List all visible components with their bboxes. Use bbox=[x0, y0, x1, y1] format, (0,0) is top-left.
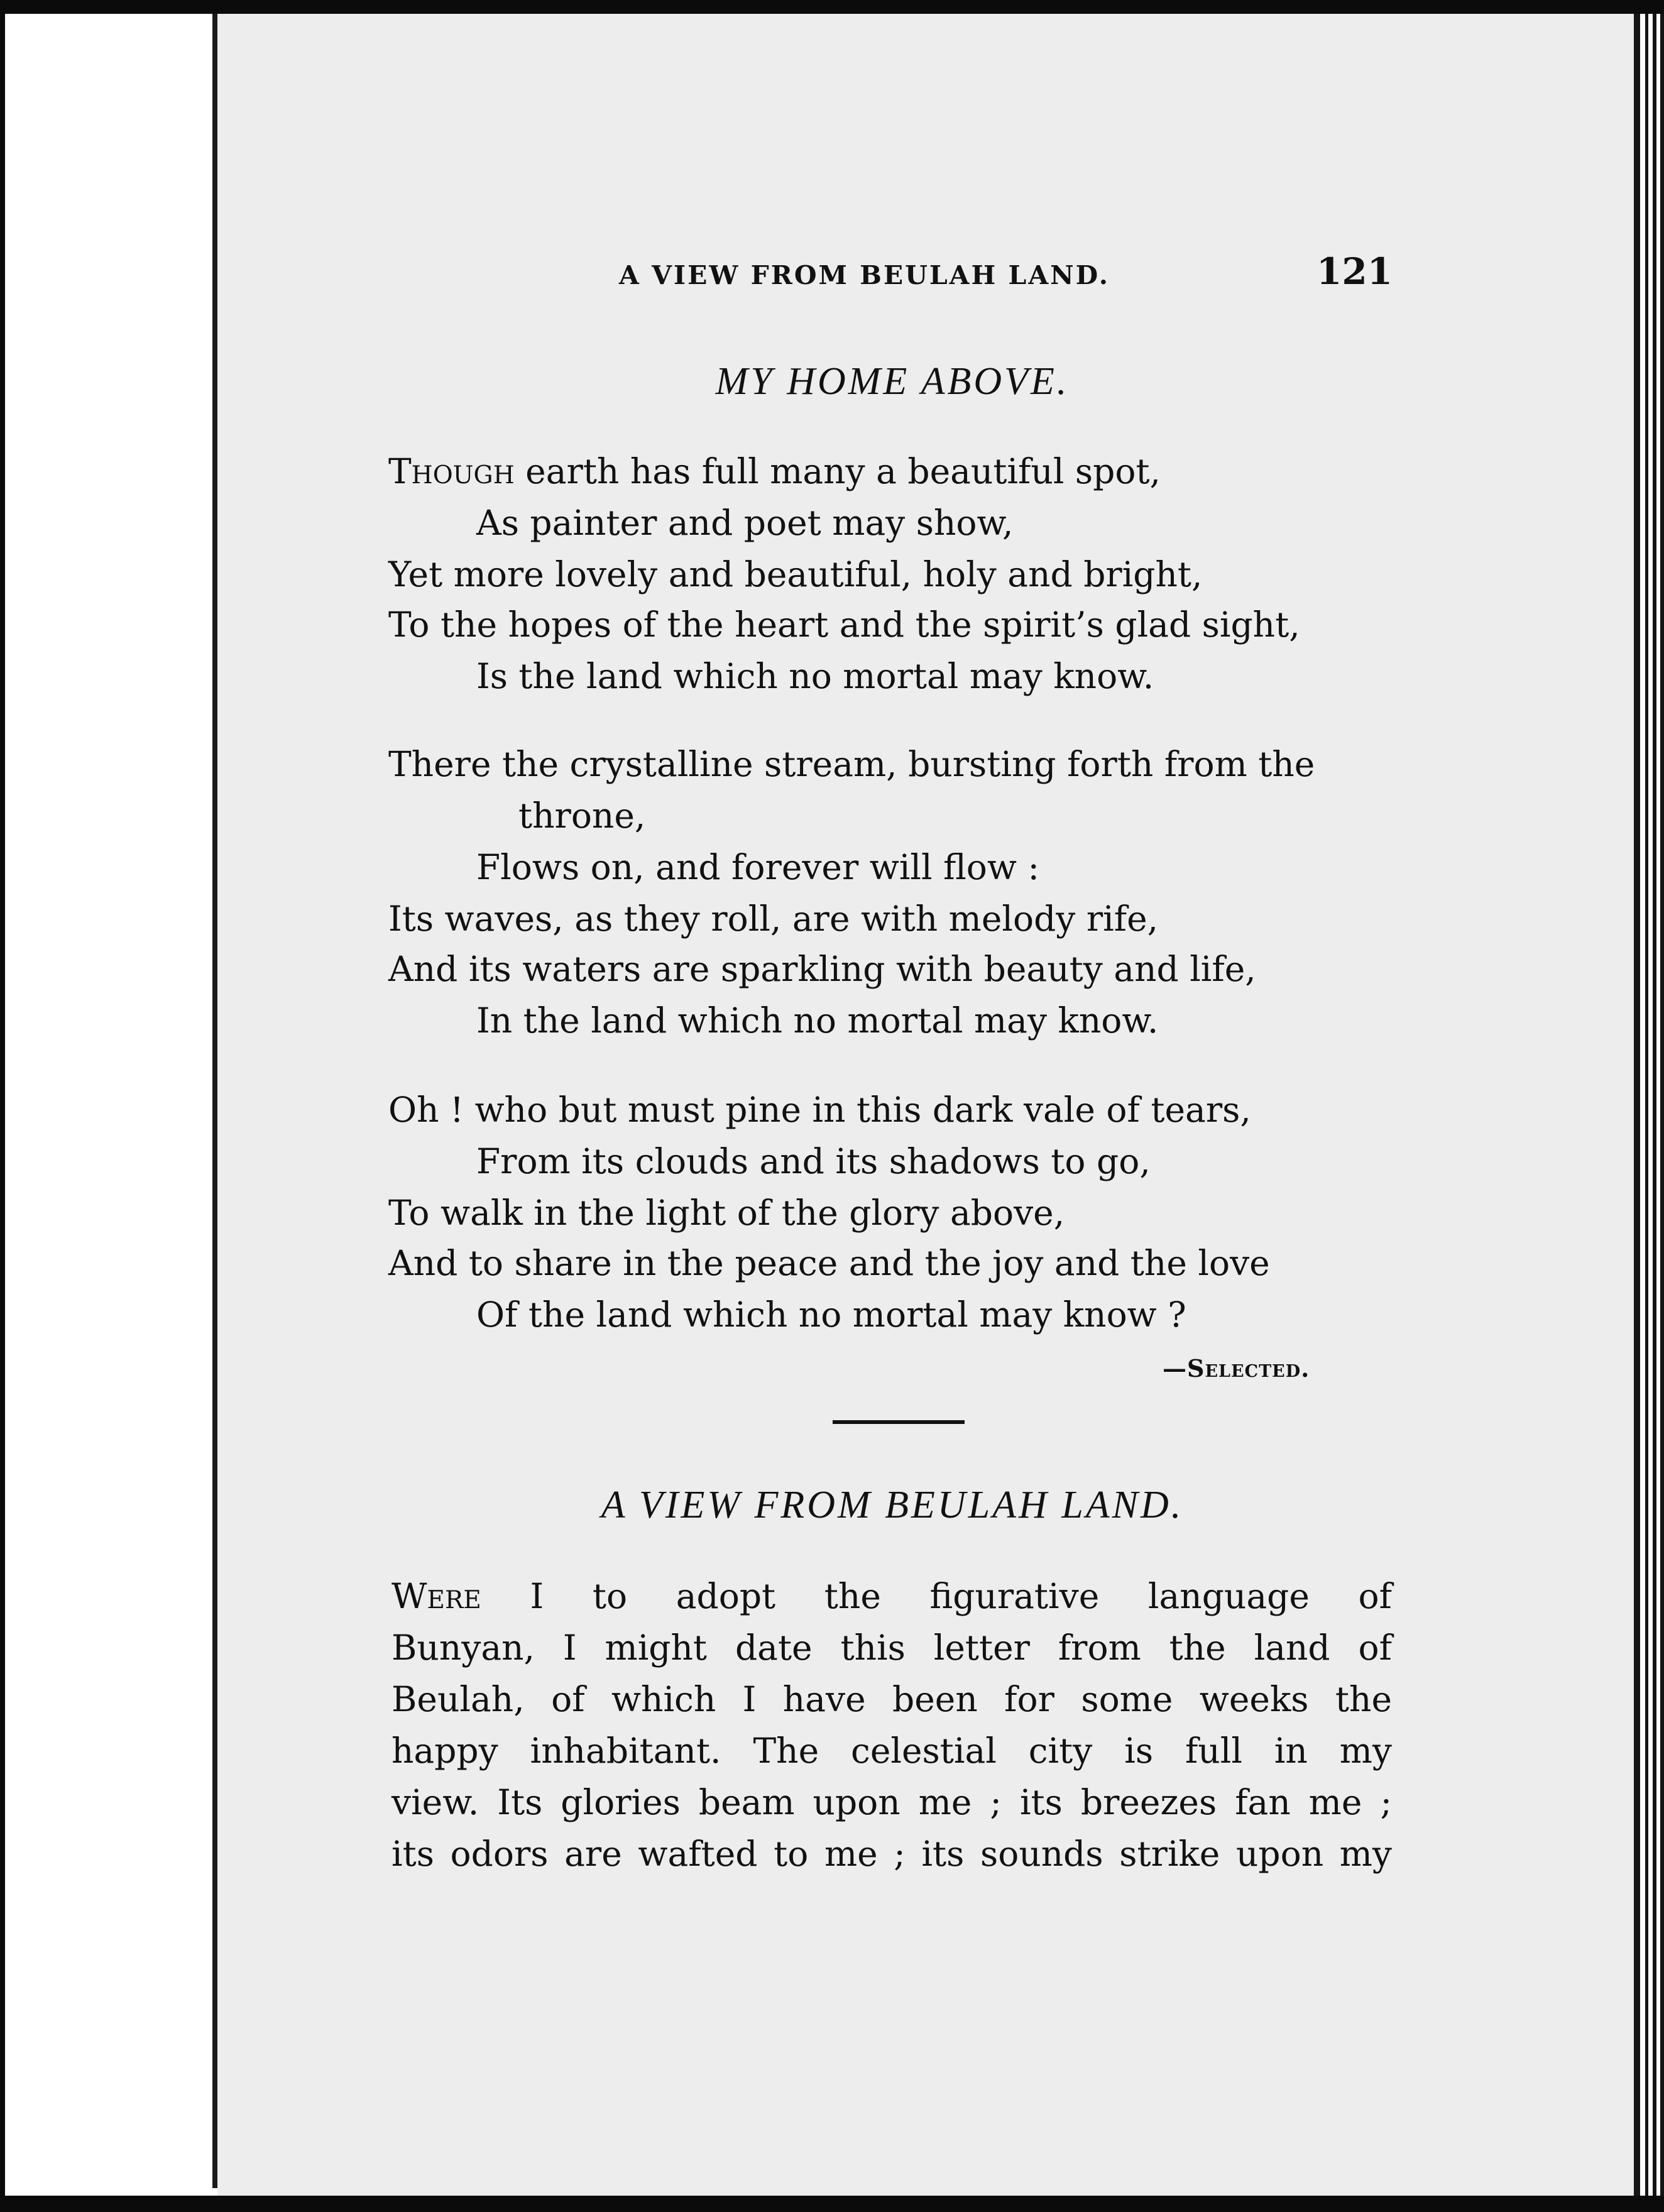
poem-line: Yet more lovely and beautiful, holy and bright, bbox=[388, 554, 1203, 594]
prose-line: Bunyan, I might date this letter from the land of bbox=[391, 1628, 1392, 1668]
poem-line: As painter and poet may show, bbox=[476, 503, 1014, 543]
prose-line: view. Its glories beam upon me ; its breezes fan me ; bbox=[391, 1782, 1392, 1822]
poem-line: And its waters are sparkling with beauty and life, bbox=[388, 949, 1256, 989]
article-title: A VIEW FROM BEULAH LAND. bbox=[601, 1484, 1184, 1526]
prose-line: its odors are wafted to me ; its sounds strike upon my bbox=[391, 1834, 1392, 1874]
poem-line: Its waves, as they roll, are with melody rife, bbox=[388, 899, 1159, 939]
drop-word: Were bbox=[391, 1576, 481, 1616]
drop-word: Though bbox=[388, 451, 515, 491]
poem-line: In the land which no mortal may know. bbox=[476, 1000, 1159, 1041]
attribution: —Selected. bbox=[1163, 1354, 1310, 1382]
poem-line: throne, bbox=[518, 796, 646, 836]
poem-title: MY HOME ABOVE. bbox=[715, 360, 1070, 403]
prose-line: Were I to adopt the figurative language of bbox=[391, 1576, 1392, 1616]
page-number: 121 bbox=[1316, 250, 1393, 293]
running-title: A VIEW FROM BEULAH LAND. bbox=[619, 260, 1110, 290]
poem-line: To the hopes of the heart and the spirit’s glad sight, bbox=[388, 605, 1300, 645]
prose-line: Beulah, of which I have been for some weeks the bbox=[391, 1679, 1392, 1719]
prose-line: happy inhabitant. The celestial city is full in my bbox=[391, 1731, 1392, 1771]
poem-line: Flows on, and forever will flow : bbox=[476, 847, 1039, 887]
poem-line: To walk in the light of the glory above, bbox=[388, 1193, 1065, 1233]
poem-line: Though earth has full many a beautiful spot, bbox=[388, 451, 1161, 491]
page-edge-stack bbox=[1634, 14, 1664, 2196]
poem-line: Is the land which no mortal may know. bbox=[476, 656, 1154, 696]
running-head bbox=[377, 250, 1393, 302]
poem-line: Oh ! who but must pine in this dark vale of tears, bbox=[388, 1090, 1251, 1130]
poem-line: From its clouds and its shadows to go, bbox=[476, 1141, 1151, 1181]
scan-bottom-border bbox=[0, 2196, 1664, 2212]
poem-line: There the crystalline stream, bursting forth from the bbox=[388, 744, 1315, 784]
book-gutter bbox=[212, 14, 217, 2188]
poem-line: Of the land which no mortal may know ? bbox=[476, 1295, 1186, 1335]
poem-line: And to share in the peace and the joy and the love bbox=[388, 1243, 1270, 1283]
scan-left-border bbox=[0, 0, 5, 2212]
section-divider bbox=[833, 1420, 965, 1424]
scan-top-border bbox=[0, 0, 1664, 14]
